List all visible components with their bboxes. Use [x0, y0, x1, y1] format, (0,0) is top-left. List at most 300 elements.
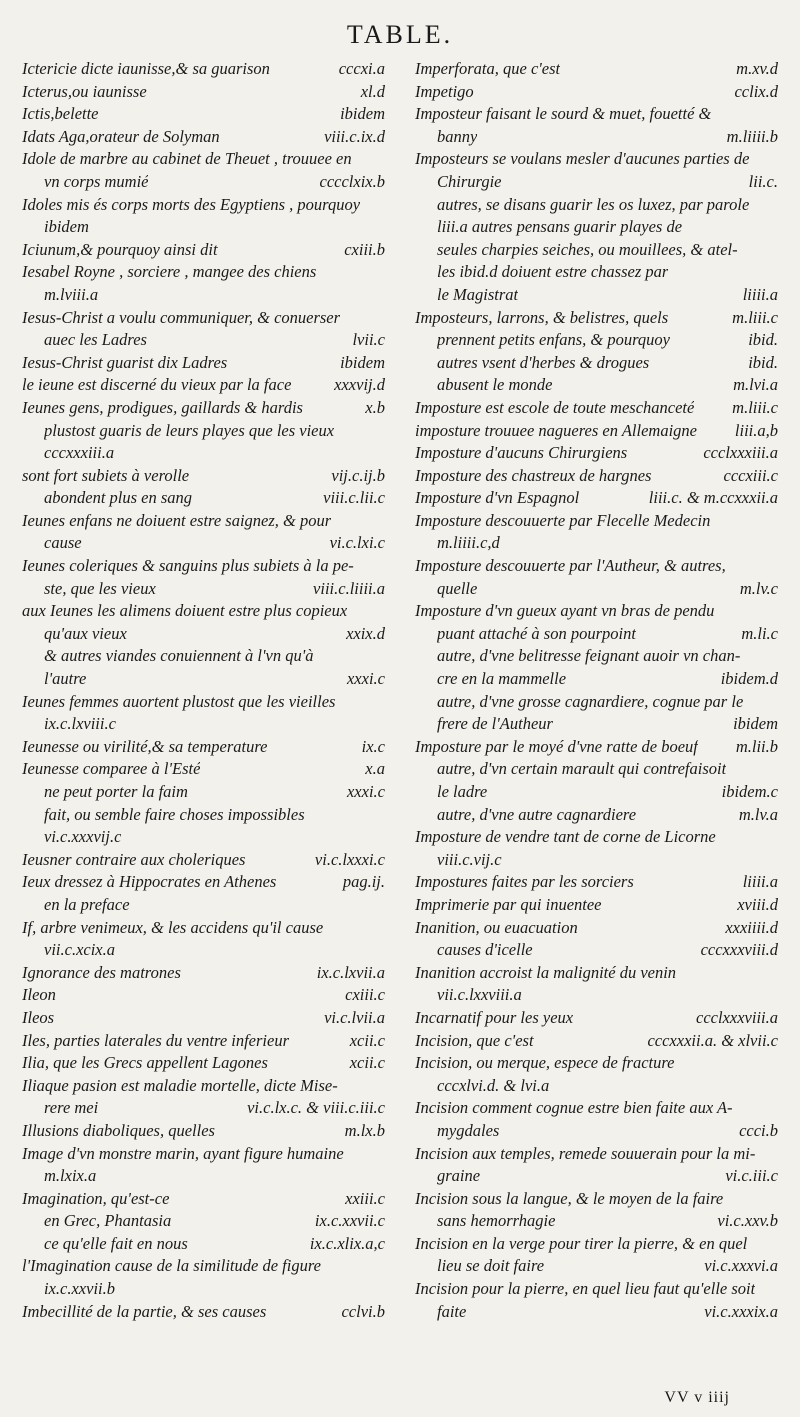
- entry-line: [415, 826, 778, 849]
- entry-reference: vi.c.lx.c. & viii.c.iii.c: [247, 1098, 385, 1118]
- entry-line: [22, 1233, 385, 1256]
- index-entry: [22, 1255, 385, 1300]
- entry-line: [22, 713, 385, 736]
- entry-line: [415, 487, 778, 510]
- entry-line: [22, 374, 385, 397]
- entry-reference: m.lv.a: [738, 804, 778, 824]
- entry-text: autres, se disans guarir les os luxez, par parole: [437, 194, 750, 214]
- entry-reference: cccclxix.b: [319, 171, 385, 191]
- entry-reference: [379, 216, 385, 239]
- entry-line: [415, 1143, 778, 1166]
- entry-text: Ieunes coleriques & sanguins plus subiets à la pe-: [22, 556, 354, 576]
- entry-line: [22, 894, 385, 917]
- entry-text: Iesus-Christ a voulu communiquer, & conuerser: [22, 307, 341, 327]
- entry-reference: [379, 284, 385, 307]
- index-entry: [22, 58, 385, 81]
- entry-text: abusent le monde: [437, 375, 553, 395]
- entry-line: [22, 216, 385, 239]
- entry-reference: xxxi.c: [346, 782, 385, 801]
- entry-text: Idoles mis és corps morts des Egyptiens , pourquoy: [22, 194, 361, 214]
- index-entry: [22, 1052, 385, 1075]
- entry-reference: [772, 1052, 778, 1075]
- entry-line: [415, 532, 778, 555]
- entry-reference: viii.c.liiii.a: [313, 578, 385, 598]
- entry-line: [22, 1255, 385, 1278]
- entry-line: [22, 239, 385, 262]
- index-entry: [22, 1301, 385, 1324]
- entry-line: [22, 939, 385, 962]
- entry-text: Imposture d'vn Espagnol: [415, 488, 580, 508]
- entry-reference: cccxxxii.a. & xlvii.c: [647, 1030, 778, 1050]
- entry-text: sans hemorrhagie: [437, 1211, 556, 1231]
- entry-line: [415, 1301, 778, 1324]
- entry-text: Imposture descouuerte par l'Autheur, & autres,: [415, 556, 726, 576]
- entry-line: [22, 352, 385, 375]
- entry-text: If, arbre venimeux, & les accidens qu'il cause: [22, 917, 324, 937]
- entry-reference: xviii.d: [737, 894, 778, 914]
- entry-line: [22, 826, 385, 849]
- entry-line: [22, 329, 385, 352]
- index-entry: [415, 1143, 778, 1188]
- entry-reference: vi.c.xxxvi.a: [704, 1256, 778, 1276]
- entry-text: autre, d'vne grosse cagnardiere, cognue par le: [437, 691, 744, 711]
- entry-reference: ix.c.xlix.a,c: [309, 1233, 385, 1253]
- entry-reference: viii.c.lii.c: [323, 488, 385, 508]
- entry-reference: [379, 261, 385, 284]
- entry-reference: [379, 917, 385, 940]
- entry-line: [415, 126, 778, 149]
- index-entry: [415, 1188, 778, 1233]
- entry-line: [22, 600, 385, 623]
- index-entry: [22, 261, 385, 306]
- index-entry: [415, 58, 778, 81]
- entry-reference: vi.c.lxi.c: [329, 533, 385, 553]
- entry-text: Imperforata, que c'est: [415, 59, 561, 78]
- entry-line: [415, 871, 778, 894]
- entry-line: [415, 1120, 778, 1143]
- entry-text: Incision sous la langue, & le moyen de la faire: [415, 1188, 724, 1208]
- index-entry: [415, 871, 778, 894]
- entry-reference: liiii.a: [742, 872, 778, 892]
- entry-text: ne peut porter la faim: [44, 782, 188, 801]
- entry-text: Idats Aga,orateur de Solyman: [22, 126, 220, 146]
- entry-reference: ccci.b: [739, 1120, 778, 1140]
- entry-text: seules charpies seiches, ou mouillees, & atel-: [437, 239, 738, 259]
- entry-text: Imposture de vendre tant de corne de Licorne: [415, 827, 716, 847]
- entry-text: Ieusner contraire aux choleriques: [22, 849, 246, 869]
- entry-reference: [379, 894, 385, 917]
- index-entry: [415, 103, 778, 148]
- entry-text: Iesus-Christ guarist dix Ladres: [22, 352, 228, 372]
- entry-text: Incarnatif pour les yeux: [415, 1007, 574, 1027]
- entry-text: vii.c.xcix.a: [44, 940, 115, 960]
- index-entry: [22, 194, 385, 239]
- index-entry: [415, 307, 778, 397]
- index-entry: [415, 962, 778, 1007]
- entry-reference: ibidem: [340, 352, 385, 372]
- entry-reference: m.lv.c: [739, 578, 778, 598]
- page-title: TABLE.: [346, 20, 454, 49]
- entry-text: Ignorance des matrones: [22, 962, 181, 982]
- index-entry: [415, 442, 778, 465]
- entry-reference: [379, 1143, 385, 1166]
- entry-reference: cccxi.a: [338, 59, 385, 78]
- entry-text: le Magistrat: [437, 284, 519, 304]
- entry-text: Iesabel Royne , sorciere , mangee des chiens: [22, 262, 317, 282]
- index-entry: [22, 555, 385, 600]
- entry-line: [22, 1052, 385, 1075]
- entry-line: [22, 1278, 385, 1301]
- entry-text: Incision pour la pierre, en quel lieu faut qu'elle soit: [415, 1279, 756, 1299]
- entry-text: Ieux dressez à Hippocrates en Athenes: [22, 872, 277, 892]
- entry-line: [22, 487, 385, 510]
- index-entry: [415, 826, 778, 871]
- entry-reference: [772, 691, 778, 714]
- entry-line: [415, 917, 778, 940]
- entry-line: [415, 442, 778, 465]
- entry-line: [22, 645, 385, 668]
- entry-reference: m.liii.c: [732, 397, 778, 417]
- entry-text: Ieunes enfans ne doiuent estre saignez, & pour: [22, 510, 332, 530]
- entry-reference: [772, 216, 778, 239]
- entry-text: Imprimerie par qui inuentee: [415, 894, 602, 914]
- entry-text: banny: [437, 126, 478, 146]
- index-entry: [22, 103, 385, 126]
- index-entry: [22, 510, 385, 555]
- index-entry: [22, 849, 385, 872]
- entry-reference: [772, 1075, 778, 1098]
- index-entry: [22, 126, 385, 149]
- entry-line: [22, 420, 385, 443]
- entry-line: [22, 758, 385, 781]
- entry-reference: vi.c.xxxix.a: [704, 1301, 778, 1321]
- entry-text: l'Imagination cause de la similitude de figure: [22, 1256, 321, 1276]
- entry-text: Ieunes femmes auortent plustost que les vieilles: [22, 691, 336, 711]
- index-entry: [22, 1075, 385, 1120]
- entry-text: vii.c.lxxviii.a: [437, 985, 522, 1005]
- entry-text: l'autre: [44, 669, 87, 689]
- entry-reference: [379, 194, 385, 217]
- entry-text: Imposture est escole de toute meschanceté: [415, 397, 695, 417]
- entry-line: [415, 284, 778, 307]
- entry-text: Ileon: [22, 985, 56, 1005]
- entry-reference: [379, 148, 385, 171]
- entry-line: [415, 148, 778, 171]
- entry-line: [415, 374, 778, 397]
- entry-text: le ieune est discerné du vieux par la face: [22, 375, 292, 395]
- entry-line: [22, 1097, 385, 1120]
- index-entry: [22, 691, 385, 736]
- entry-reference: ibidem: [733, 714, 778, 734]
- entry-text: Imbecillité de la partie, & ses causes: [22, 1301, 267, 1321]
- entry-reference: [772, 984, 778, 1007]
- entry-line: [415, 781, 778, 804]
- entry-line: [415, 713, 778, 736]
- entry-line: [22, 1007, 385, 1030]
- entry-line: [415, 1233, 778, 1256]
- entry-text: Ieunesse comparee à l'Esté: [22, 759, 201, 779]
- entry-line: [22, 555, 385, 578]
- entry-line: [22, 194, 385, 217]
- entry-text: quelle: [437, 578, 478, 598]
- entry-reference: [772, 849, 778, 872]
- entry-line: [22, 1165, 385, 1188]
- entry-reference: vij.c.ij.b: [331, 465, 385, 485]
- index-entry: [22, 239, 385, 262]
- entry-line: [415, 623, 778, 646]
- index-entry: [415, 1007, 778, 1030]
- entry-reference: [772, 239, 778, 262]
- index-entry: [415, 1097, 778, 1142]
- entry-text: autres vsent d'herbes & drogues: [437, 352, 650, 372]
- entry-text: ce qu'elle fait en nous: [44, 1233, 188, 1253]
- entry-text: Incision comment cognue estre bien faite aux A-: [415, 1098, 733, 1118]
- entry-text: ix.c.xxvii.b: [44, 1279, 115, 1299]
- entry-reference: [772, 758, 778, 781]
- entry-reference: liii.a,b: [734, 420, 778, 440]
- entry-text: autre, d'vn certain marault qui contrefaisoit: [437, 759, 727, 779]
- index-entry: [22, 984, 385, 1007]
- index-entry: [22, 917, 385, 962]
- entry-reference: cxiii.b: [344, 239, 385, 259]
- entry-line: [415, 261, 778, 284]
- entry-text: qu'aux vieux: [44, 623, 127, 643]
- entry-reference: viii.c.ix.d: [324, 126, 385, 146]
- entry-line: [415, 1165, 778, 1188]
- entry-line: [415, 1210, 778, 1233]
- entry-reference: xcii.c: [349, 1053, 385, 1073]
- entry-text: m.lviii.a: [44, 284, 99, 304]
- entry-text: Incision, que c'est: [415, 1030, 534, 1050]
- entry-reference: [379, 1255, 385, 1278]
- entry-reference: ccclxxxviii.a: [696, 1007, 778, 1027]
- entry-reference: liiii.a: [742, 284, 778, 304]
- entry-reference: [772, 826, 778, 849]
- entry-reference: cccxxxviii.d: [700, 940, 778, 960]
- entry-reference: [379, 713, 385, 736]
- entry-text: Iciunum,& pourquoy ainsi dit: [22, 239, 218, 259]
- entry-reference: m.liiii.b: [726, 126, 778, 146]
- entry-text: Ilia, que les Grecs appellent Lagones: [22, 1053, 268, 1073]
- entry-text: causes d'icelle: [437, 940, 533, 960]
- entry-line: [415, 510, 778, 533]
- entry-line: [22, 81, 385, 104]
- entry-line: [22, 849, 385, 872]
- entry-text: Idole de marbre au cabinet de Theuet , trouuee en: [22, 149, 352, 169]
- entry-text: abondent plus en sang: [44, 488, 193, 508]
- entry-text: Image d'vn monstre marin, ayant figure humaine: [22, 1143, 344, 1163]
- index-entry: [415, 81, 778, 104]
- entry-reference: [772, 1278, 778, 1301]
- entry-text: cre en la mammelle: [437, 669, 567, 689]
- left-column: [22, 58, 385, 1323]
- entry-line: [22, 668, 385, 691]
- index-entry: [22, 600, 385, 690]
- entry-reference: vi.c.xxv.b: [717, 1211, 778, 1231]
- entry-text: autre, d'vne belitresse feignant auoir vn chan-: [437, 646, 741, 666]
- entry-line: [22, 148, 385, 171]
- index-entry: [415, 555, 778, 600]
- entry-text: m.liiii.c,d: [437, 533, 500, 553]
- entry-text: Impostures faites par les sorciers: [415, 872, 634, 892]
- entry-reference: xxxiiii.d: [725, 917, 778, 937]
- entry-reference: [772, 148, 778, 171]
- entry-line: [415, 194, 778, 217]
- entry-reference: pag.ij.: [342, 872, 385, 892]
- entry-reference: [379, 1075, 385, 1098]
- entry-line: [415, 329, 778, 352]
- entry-reference: [379, 555, 385, 578]
- entry-reference: lii.c.: [748, 171, 778, 191]
- entry-line: [22, 623, 385, 646]
- entry-text: Iles, parties laterales du ventre inferieur: [22, 1030, 290, 1050]
- right-column: [415, 58, 778, 1323]
- index-entry: [22, 962, 385, 985]
- entry-text: faite: [437, 1301, 467, 1321]
- entry-reference: [379, 600, 385, 623]
- entry-reference: [772, 600, 778, 623]
- entry-text: Iliaque pasion est maladie mortelle, dicte Mise-: [22, 1075, 338, 1095]
- entry-reference: [772, 532, 778, 555]
- entry-text: Imposture d'aucuns Chirurgiens: [415, 443, 628, 463]
- entry-line: [22, 962, 385, 985]
- entry-text: & autres viandes conuiennent à l'vn qu'à: [44, 646, 314, 666]
- entry-text: Imposteurs se voulans mesler d'aucunes parties de: [415, 149, 750, 169]
- entry-line: [415, 1030, 778, 1053]
- entry-text: le ladre: [437, 782, 488, 801]
- entry-reference: ccclxxxiii.a: [703, 443, 778, 463]
- index-entry: [22, 148, 385, 193]
- entry-text: Imposture descouuerte par Flecelle Medecin: [415, 510, 711, 530]
- entry-reference: m.lvi.a: [733, 375, 778, 395]
- entry-text: Imposteurs, larrons, & belistres, quels: [415, 307, 669, 327]
- entry-text: cccxlvi.d. & lvi.a: [437, 1075, 550, 1095]
- index-columns: [22, 58, 778, 1323]
- entry-reference: liii.c. & m.ccxxxii.a: [648, 488, 778, 508]
- entry-reference: [772, 1143, 778, 1166]
- index-entry: [22, 1188, 385, 1256]
- entry-reference: [772, 1233, 778, 1256]
- entry-text: m.lxix.a: [44, 1166, 97, 1186]
- entry-line: [22, 1030, 385, 1053]
- entry-line: [415, 307, 778, 330]
- entry-line: [22, 1120, 385, 1143]
- entry-line: [22, 1210, 385, 1233]
- entry-reference: [772, 962, 778, 985]
- entry-line: [415, 1188, 778, 1211]
- entry-reference: [772, 103, 778, 126]
- entry-line: [22, 1075, 385, 1098]
- entry-line: [22, 578, 385, 601]
- entry-text: puant attaché à son pourpoint: [437, 623, 636, 643]
- entry-line: [415, 894, 778, 917]
- entry-line: [415, 1278, 778, 1301]
- entry-text: Ieunesse ou virilité,& sa temperature: [22, 736, 268, 756]
- entry-line: [22, 691, 385, 714]
- entry-reference: [772, 1097, 778, 1120]
- index-entry: [415, 465, 778, 488]
- entry-text: Ileos: [22, 1007, 55, 1027]
- entry-line: [415, 962, 778, 985]
- entry-text: viii.c.vij.c: [437, 849, 502, 869]
- entry-text: aux Ieunes les alimens doiuent estre plus copieux: [22, 601, 348, 621]
- entry-text: prennent petits enfans, & pourquoy: [437, 330, 670, 350]
- entry-text: cause: [44, 533, 82, 553]
- entry-reference: vi.c.lxxxi.c: [314, 849, 385, 869]
- entry-line: [415, 58, 778, 81]
- entry-line: [415, 171, 778, 194]
- entry-line: [415, 645, 778, 668]
- entry-line: [22, 284, 385, 307]
- entry-text: ste, que les vieux: [44, 578, 156, 598]
- entry-text: imposture trouuee nagueres en Allemaigne: [415, 420, 697, 440]
- entry-text: Imagination, qu'est-ce: [22, 1188, 170, 1208]
- entry-text: vi.c.xxxvij.c: [44, 827, 122, 847]
- entry-text: Illusions diaboliques, quelles: [22, 1120, 215, 1140]
- entry-line: [22, 126, 385, 149]
- index-entry: [415, 736, 778, 826]
- entry-text: Inanition, ou euacuation: [415, 917, 578, 937]
- entry-reference: xxiii.c: [345, 1188, 385, 1208]
- entry-line: [22, 58, 385, 81]
- entry-reference: [379, 442, 385, 465]
- entry-reference: cclvi.b: [341, 1301, 385, 1321]
- entry-line: [22, 984, 385, 1007]
- entry-reference: m.liii.c: [732, 307, 778, 327]
- entry-line: [22, 307, 385, 330]
- entry-reference: m.li.c: [741, 623, 778, 643]
- entry-text: liii.a autres pensans guarir playes de: [437, 217, 683, 237]
- entry-reference: ix.c: [361, 736, 385, 756]
- entry-reference: [772, 261, 778, 284]
- entry-reference: [379, 645, 385, 668]
- index-entry: [415, 148, 778, 306]
- entry-text: Impetigo: [415, 81, 474, 101]
- entry-line: [22, 171, 385, 194]
- entry-reference: [379, 420, 385, 443]
- entry-text: Ieunes gens, prodigues, gaillards & hardis: [22, 397, 303, 417]
- entry-text: Incision en la verge pour tirer la pierre, & en quel: [415, 1233, 748, 1253]
- entry-reference: [379, 691, 385, 714]
- entry-line: [22, 917, 385, 940]
- index-entry: [415, 397, 778, 420]
- entry-reference: [379, 939, 385, 962]
- entry-reference: m.lx.b: [344, 1120, 385, 1140]
- entry-line: [415, 578, 778, 601]
- entry-reference: ibidem.d: [720, 669, 778, 689]
- entry-line: [415, 1097, 778, 1120]
- entry-reference: xcii.c: [349, 1030, 385, 1050]
- entry-text: les ibid.d doiuent estre chassez par: [437, 262, 669, 282]
- entry-reference: xxix.d: [346, 623, 385, 643]
- index-entry: [415, 917, 778, 962]
- index-entry: [22, 736, 385, 759]
- index-entry: [22, 397, 385, 465]
- entry-line: [415, 1052, 778, 1075]
- entry-line: [22, 103, 385, 126]
- entry-line: [415, 216, 778, 239]
- entry-line: [415, 758, 778, 781]
- entry-line: [415, 984, 778, 1007]
- entry-text: rere mei: [44, 1098, 99, 1118]
- entry-line: [22, 465, 385, 488]
- entry-reference: ix.c.lxvii.a: [316, 962, 385, 982]
- entry-text: vn corps mumié: [44, 171, 149, 191]
- entry-reference: [772, 555, 778, 578]
- entry-reference: vi.c.iii.c: [725, 1166, 778, 1186]
- entry-text: en la preface: [44, 894, 130, 914]
- entry-reference: [772, 1188, 778, 1211]
